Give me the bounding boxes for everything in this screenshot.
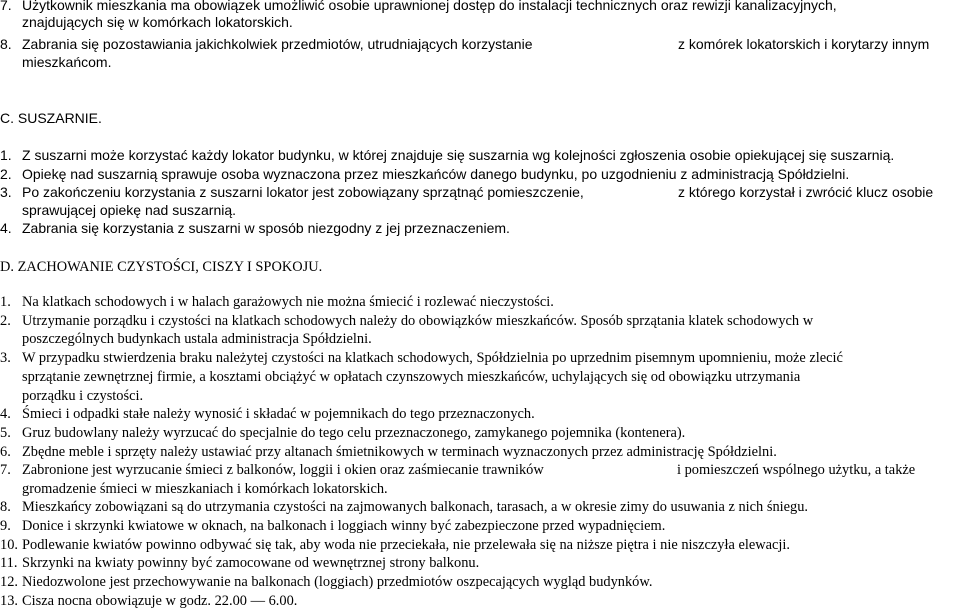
item-text: Śmieci i odpadki stałe należy wynosić i składać w pojemnikach do tego przeznaczonych. <box>22 406 535 422</box>
item-text: znajdujących się w komórkach lokatorskich. <box>22 14 293 30</box>
item-text: Zabrania się korzystania z suszarni w sposób niezgodny z jej przeznaczeniem. <box>22 220 510 236</box>
item-text: Skrzynki na kwiaty powinny być zamocowane od wewnętrznej strony balkonu. <box>22 555 480 571</box>
section-d-heading: D. ZACHOWANIE CZYSTOŚCI, CISZY I SPOKOJU. <box>0 259 323 275</box>
item-number: 3. <box>0 184 12 200</box>
item-number: 7. <box>0 462 11 478</box>
item-text: Na klatkach schodowych i w halach garażowych nie można śmiecić i rozlewać nieczystości. <box>22 294 554 310</box>
item-number: 1. <box>0 147 12 163</box>
item-number: 4. <box>0 220 12 236</box>
section-c-heading: C. SUSZARNIE. <box>0 110 102 126</box>
item-number: 2. <box>0 166 12 182</box>
item-text: z którego korzystał i zwrócić klucz osobie <box>678 184 934 200</box>
item-number: 8. <box>0 36 12 52</box>
item-text: Niedozwolone jest przechowywanie na balkonach (loggiach) przedmiotów oszpecających wygląd budynków. <box>22 574 653 590</box>
item-text: Z suszarni może korzystać każdy lokator budynku, w której znajduje się suszarnia wg kolejności zgłoszenia osobie opiekującej się suszarnią. <box>22 147 895 163</box>
item-text: Utrzymanie porządku i czystości na klatkach schodowych należy do obowiązków mieszkańców. Sposób sprzątania klatek schodowych w <box>22 313 814 329</box>
item-text: gromadzenie śmieci w mieszkaniach i komórkach lokatorskich. <box>22 481 388 497</box>
item-number: 5. <box>0 425 11 441</box>
item-number: 10. <box>0 537 18 553</box>
item-text: z komórek lokatorskich i korytarzy innym <box>678 36 930 52</box>
item-number: 3. <box>0 350 11 366</box>
item-text: Mieszkańcy zobowiązani są do utrzymania czystości na zajmowanych balkonach, tarasach, a w okresie zimy do usuwania z nich śniegu. <box>22 499 809 515</box>
item-number: 4. <box>0 406 11 422</box>
item-text: Gruz budowlany należy wyrzucać do specjalnie do tego celu przeznaczonego, zamykanego pojemnika (kontenera). <box>22 425 686 441</box>
item-text: Zbędne meble i sprzęty należy ustawiać przy altanach śmietnikowych w terminach wyznaczonych przez administrację Spółdzielni. <box>22 444 777 460</box>
item-text: i pomieszczeń wspólnego użytku, a także <box>677 462 916 478</box>
item-number: 1. <box>0 294 11 310</box>
item-number: 9. <box>0 518 11 534</box>
item-text: sprzątanie zewnętrznej firmie, a kosztami obciążyć w opłatach czynszowych mieszkańców, uchylających się od obowiązku utrzymania <box>22 369 801 385</box>
item-text: mieszkańcom. <box>22 54 112 70</box>
item-text: porządku i czystości. <box>22 388 144 404</box>
item-text: sprawującej opiekę nad suszarnią. <box>22 202 237 218</box>
item-text: Opiekę nad suszarnią sprawuje osoba wyznaczona przez mieszkańców danego budynku, po uzgodnieniu z administracją Spółdzielni. <box>22 166 850 182</box>
item-number: 2. <box>0 313 11 329</box>
item-text: Donice i skrzynki kwiatowe w oknach, na balkonach i loggiach winny być zabezpieczone przed wypadnięciem. <box>22 518 666 534</box>
item-number: 12. <box>0 574 18 590</box>
item-text: W przypadku stwierdzenia braku należytej czystości na klatkach schodowych, Spółdzielnia po uprzednim pisemnym upomnieniu, może zlecić <box>22 350 843 366</box>
item-text: Podlewanie kwiatów powinno odbywać się tak, aby woda nie przeciekała, nie przelewała się na niższe piętra i nie niszczyła elewacji. <box>22 537 790 553</box>
item-text: Po zakończeniu korzystania z suszarni lokator jest zobowiązany sprzątnąć pomieszczenie, <box>22 184 584 200</box>
item-text: Zabronione jest wyrzucanie śmieci z balkonów, loggii i okien oraz zaśmiecanie trawników <box>22 462 544 478</box>
item-text: Zabrania się pozostawiania jakichkolwiek przedmiotów, utrudniających korzystanie <box>22 36 533 52</box>
item-text: Cisza nocna obowiązuje w godz. 22.00 — 6.00. <box>22 593 298 609</box>
item-number: 6. <box>0 444 11 460</box>
item-text: poszczególnych budynkach ustala administracja Spółdzielni. <box>22 331 372 347</box>
item-text: Użytkownik mieszkania ma obowiązek umożliwić osobie uprawnionej dostęp do instalacji technicznych oraz rewizji kanalizacyjnych, <box>22 0 837 13</box>
item-number: 13. <box>0 593 18 609</box>
item-number: 7. <box>0 0 12 13</box>
item-number: 11. <box>0 555 18 571</box>
item-number: 8. <box>0 499 11 515</box>
